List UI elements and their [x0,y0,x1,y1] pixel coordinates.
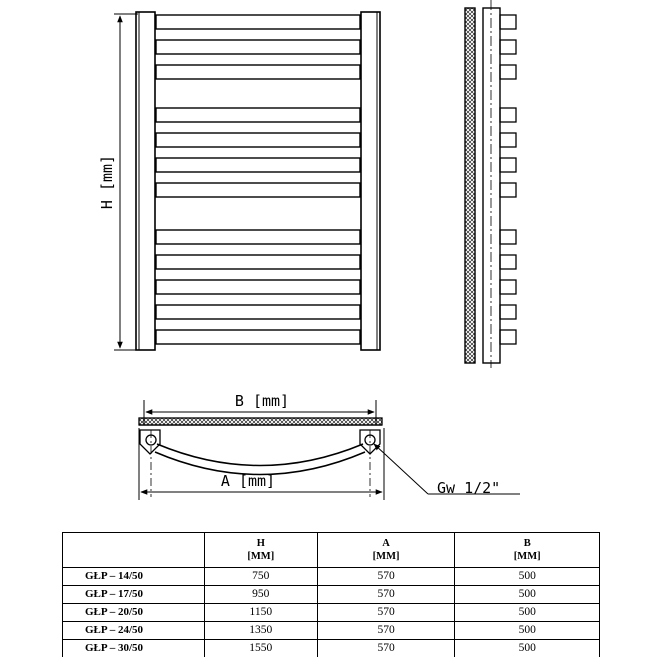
model-cell: GŁP – 14/50 [63,568,205,586]
table-row [63,604,600,622]
header-b-unit: [MM] [513,551,541,562]
h-cell: 1350 [204,622,317,640]
side-bar-stub [500,183,516,197]
side-bar-stub [500,108,516,122]
model-cell: GŁP – 30/50 [63,640,205,658]
height-dimension [114,14,138,350]
heating-bar [156,15,360,29]
h-cell: 750 [204,568,317,586]
side-collector [483,8,500,363]
side-bar-stub [500,40,516,54]
wall-plan [139,418,382,425]
side-bar-stub [500,280,516,294]
heating-bar [156,305,360,319]
header-a [317,533,455,568]
heating-bar [156,255,360,269]
heating-bar [156,330,360,344]
table-header-row [63,533,600,568]
a-cell: 570 [317,604,455,622]
side-view [465,0,516,368]
heating-bar [156,40,360,54]
side-bar-stub [500,255,516,269]
b-cell: 500 [455,568,600,586]
side-bar-stub [500,15,516,29]
heating-bar [156,183,360,197]
side-bar-stubs [500,15,516,344]
heating-bar [156,230,360,244]
header-h-name: H [256,537,265,549]
outer-width-label: B [mm] [234,392,290,410]
heating-bar [156,133,360,147]
model-cell: GŁP – 24/50 [63,622,205,640]
a-cell: 570 [317,586,455,604]
header-b [455,533,600,568]
table-row [63,586,600,604]
header-b-name: B [523,537,531,549]
b-cell: 500 [455,622,600,640]
header-h-unit: [MM] [247,551,275,562]
model-cell: GŁP – 17/50 [63,586,205,604]
table-row [63,622,600,640]
header-a-unit: [MM] [372,551,400,562]
left-collector-plan [140,430,160,454]
side-bar-stub [500,158,516,172]
side-bar-stub [500,65,516,79]
b-cell: 500 [455,604,600,622]
side-bar-stub [500,330,516,344]
axis-width-label: A [mm] [220,472,276,490]
a-cell: 570 [317,568,455,586]
heating-bar [156,108,360,122]
wall-section [465,8,475,363]
table-row [63,568,600,586]
h-cell: 1150 [204,604,317,622]
height-label: H [mm] [98,154,116,210]
dimensions-table [62,532,600,657]
h-cell: 950 [204,586,317,604]
header-h [204,533,317,568]
a-cell: 570 [317,640,455,658]
a-cell: 570 [317,622,455,640]
model-cell: GŁP – 20/50 [63,604,205,622]
b-cell: 500 [455,640,600,658]
heating-bar [156,280,360,294]
heating-bar [156,65,360,79]
header-a-name: A [382,537,390,549]
heating-bar [156,158,360,172]
side-bar-stub [500,305,516,319]
heating-bars [156,15,360,344]
b-cell: 500 [455,586,600,604]
table-row [63,640,600,658]
side-bar-stub [500,133,516,147]
connection-label: Gw 1/2" [437,479,501,497]
h-cell: 1550 [204,640,317,658]
header-model [63,533,205,568]
front-view [114,12,380,350]
side-bar-stub [500,230,516,244]
